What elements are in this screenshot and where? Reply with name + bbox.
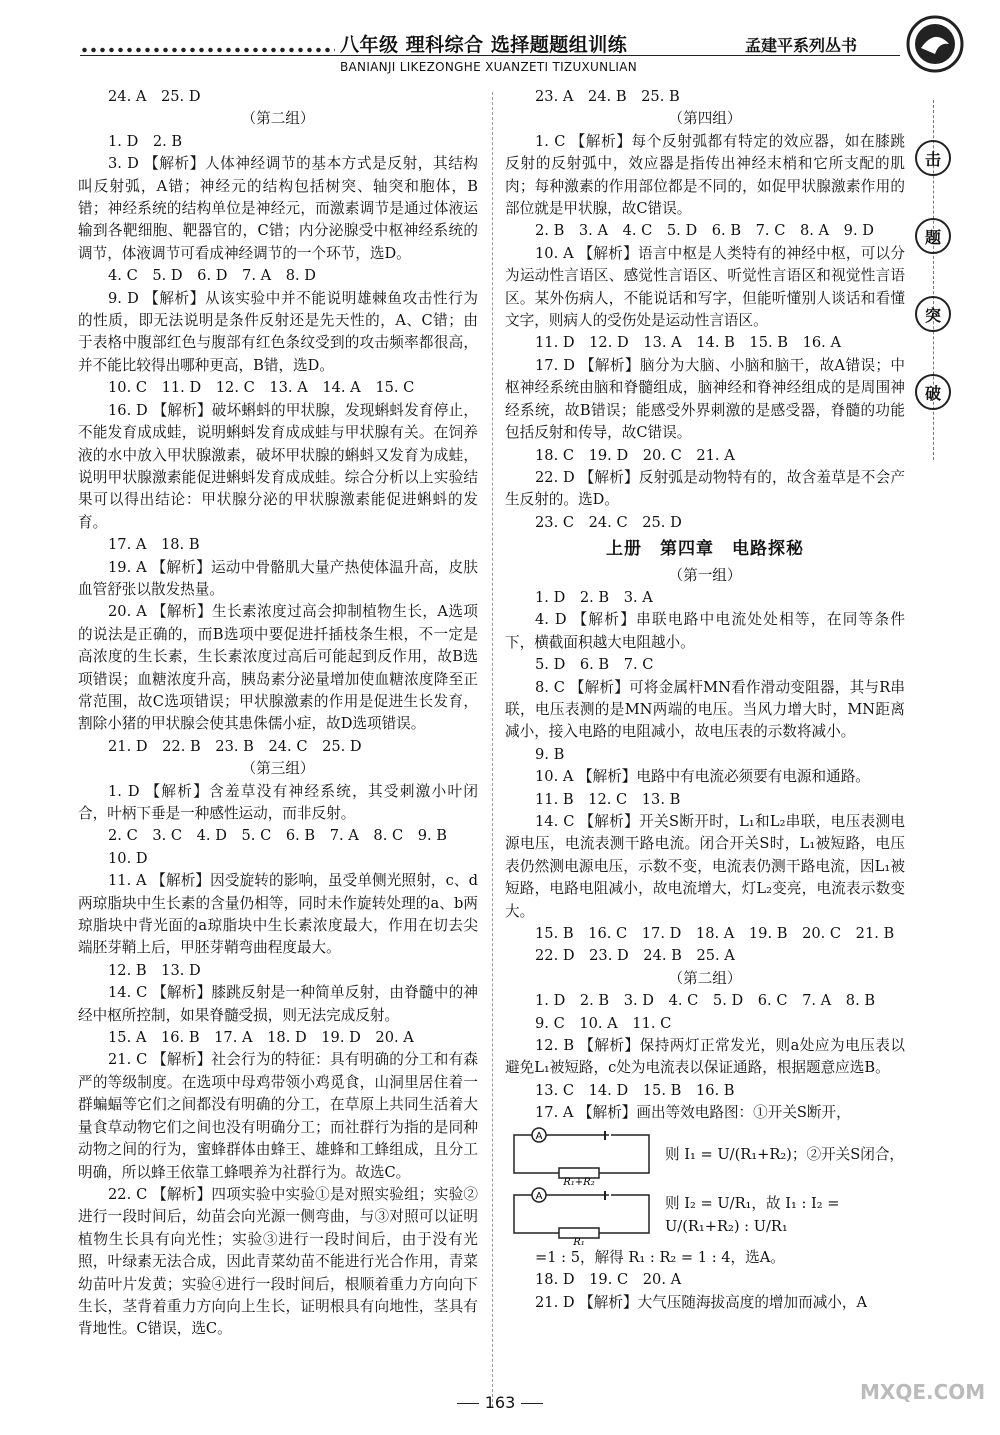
footer-dash-right bbox=[521, 1403, 543, 1404]
book-title-pinyin: BANIANJI LIKEZONGHE XUANZETI TIZUXUNLIAN bbox=[340, 60, 638, 74]
answer-paragraph: 11. D 12. D 13. A 14. B 15. B 16. A bbox=[535, 334, 841, 352]
answer-paragraph: 14. C 【解析】开关S断开时，L₁和L₂串联，电压表测电源电压，电流表测干路电流。闭合开关S时，L₁被短路，电压表仍然测电源电压，示数不变，电流表仍测干路电流，因L₁被短路，电路电阻减小，故电流增大，灯L₂变亮，电流表示数变大。 bbox=[505, 813, 905, 920]
answer-paragraph: 18. D 19. C 20. A bbox=[535, 1271, 682, 1289]
group-heading: （第三组） bbox=[241, 760, 315, 778]
answer-paragraph: 11. A 【解析】因受旋转的影响，虽受单侧光照射，c、d两琼脂块中生长素的含量仍相等，同时未作旋转处理的a、b两琼脂块中背光面的a琼脂块中生长素浓度最大，作用在切去尖端胚芽鞘上后，甲胚芽鞘弯曲程度最大。 bbox=[78, 872, 478, 957]
answer-paragraph: 13. C 14. D 15. B 16. B bbox=[535, 1081, 735, 1099]
page-footer bbox=[0, 1393, 1000, 1412]
answer-paragraph: 8. C 【解析】可将金属杆MN看作滑动变阻器，其与R串联，电压表测的是MN两端的电压。当风力增大时，MN距离减小，接入电路的电阻减小，故电压表的示数将减小。 bbox=[505, 678, 905, 741]
answer-paragraph: 24. A 25. D bbox=[108, 88, 201, 105]
page-number: 163 bbox=[484, 1393, 516, 1412]
circuit-1-text: 则 I₁ = U/(R₁+R₂)；②开关S闭合， bbox=[665, 1146, 905, 1164]
group-heading: （第四组） bbox=[668, 110, 742, 128]
group-heading: （第一组） bbox=[668, 566, 742, 584]
answer-paragraph: 22. D 23. D 24. B 25. A bbox=[535, 947, 735, 965]
right-column-top bbox=[505, 86, 905, 1125]
watermark: MXQE.COM bbox=[860, 1380, 986, 1404]
circuit-2-resistor-label: R₁ bbox=[573, 1236, 585, 1245]
answer-paragraph: 22. D 【解析】反射弧是动物特有的，故含羞草是不会产生反射的。选D。 bbox=[505, 468, 905, 509]
column-divider bbox=[492, 92, 493, 1407]
group-heading: （第二组） bbox=[668, 969, 742, 987]
group-heading: （第二组） bbox=[241, 110, 315, 128]
answer-paragraph: 4. C 5. D 6. D 7. A 8. D bbox=[108, 267, 316, 285]
side-tab-column bbox=[915, 140, 953, 452]
answer-paragraph: 19. A 【解析】运动中骨骼肌大量产热使体温升高，皮肤血管舒张以散发热量。 bbox=[78, 558, 478, 598]
answer-paragraph: 1. D 2. B 3. D 4. C 5. D 6. C 7. A 8. B bbox=[535, 992, 876, 1010]
page-header bbox=[0, 0, 1000, 90]
answer-paragraph: 16. D 【解析】破坏蝌蚪的甲状腺，发现蝌蚪发育停止，不能发育成成蛙，说明蝌蚪发育成成蛙与甲状腺有关。在饲养液的水中放入甲状腺激素，破坏甲状腺的蝌蚪又发育为成蛙，说明甲状腺激素能促进蝌蚪发育成成蛙。综合分析以上实验结果可以得出结论：甲状腺分泌的甲状腺激素能促进蝌蚪的发育。 bbox=[78, 401, 478, 531]
answer-paragraph: 23. C 24. C 25. D bbox=[535, 513, 682, 531]
circuit-2-icon bbox=[509, 1187, 659, 1245]
answer-paragraph: 18. C 19. D 20. C 21. A bbox=[535, 446, 735, 464]
right-column-bottom bbox=[505, 1247, 905, 1314]
circuit-1-resistor-label: R₁+R₂ bbox=[563, 1176, 595, 1185]
series-name: 孟建平系列丛书 bbox=[745, 36, 858, 55]
answer-paragraph: 15. B 16. C 17. D 18. A 19. B 20. C 21. B bbox=[535, 925, 895, 943]
right-column bbox=[505, 86, 905, 1314]
answer-paragraph: 10. A 【解析】电路中有电流必须要有电源和通路。 bbox=[535, 768, 870, 786]
header-rule bbox=[80, 55, 900, 56]
footer-dash-left bbox=[457, 1403, 479, 1404]
answer-paragraph: 14. C 【解析】膝跳反射是一种简单反射，由脊髓中的神经中枢所控制，如果脊髓受损，则无法完成反射。 bbox=[78, 984, 478, 1024]
answer-paragraph: 9. B bbox=[535, 745, 565, 763]
answer-paragraph: 1. D 【解析】含羞草没有神经系统，其受刺激小叶闭合，叶柄下垂是一种感性运动，而非反射。 bbox=[78, 782, 478, 822]
answer-paragraph: 17. D 【解析】脑分为大脑、小脑和脑干，故A错误；中枢神经系统由脑和脊髓组成，脑神经和脊神经组成的是周围神经系统，故B错误；能感受外界刺激的是感受器，脊髓的功能包括反射和传导，故C错误。 bbox=[505, 356, 905, 442]
answer-paragraph: 1. C 【解析】每个反射弧都有特定的效应器，如在膝跳反射的反射弧中，效应器是指传出神经末梢和它所支配的肌肉；每种激素的作用部位都是不同的，如促甲状腺激素作用的部位就是甲状腺，故C错误。 bbox=[505, 132, 905, 218]
left-column bbox=[78, 86, 478, 1341]
answer-paragraph: 3. D 【解析】人体神经调节的基本方式是反射，其结构叫反射弧，A错；神经元的结构包括树突、轴突和胞体，B错；神经系统的结构单位是神经元，而激素调节是通过体液运输到各靶细胞、靶器官的，C错；内分泌腺受中枢神经系统的调节，体液调节可看成神经调节的一个环节，选D。 bbox=[78, 155, 478, 262]
circuit-2-meter: A bbox=[535, 1190, 543, 1202]
answer-paragraph: 9. D 【解析】从该实验中并不能说明雄棘鱼攻击性行为的性质，即无法说明是条件反射还是先天性的，A、C错；由于表格中腹部红色与腹部有红色条纹受到的攻击频率都很高，并不能比较得出哪种更高，B错，选D。 bbox=[78, 289, 478, 374]
publisher-logo-icon bbox=[905, 14, 965, 74]
answer-paragraph: 21. D 22. B 23. B 24. C 25. D bbox=[108, 737, 362, 755]
answer-paragraph: 10. A 【解析】语言中枢是人类特有的神经中枢，可以分为运动性言语区、感觉性言语区、听觉性言语区和视觉性言语区。某外伤病人，不能说话和写字，但能听懂别人谈话和看懂文字，则病人的受伤处是运动性言语区。 bbox=[505, 244, 905, 330]
answer-paragraph: 9. C 10. A 11. C bbox=[535, 1014, 672, 1032]
circuit-diagram-1 bbox=[509, 1127, 905, 1185]
answer-paragraph: 17. A 【解析】画出等效电路图：①开关S断开， bbox=[535, 1104, 851, 1122]
circuit-2-text: 则 I₂ = U/R₁，故 I₁ : I₂ = U/(R₁+R₂) : U/R₁ bbox=[665, 1195, 840, 1235]
answer-paragraph: 22. C 【解析】四项实验中实验①是对照实验组；实验②进行一段时间后，幼苗会向光源一侧弯曲，与③对照可以证明植物生长具有向光性；实验③进行一段时间后，由于没有光照，叶绿素无法合成，因此青菜幼苗不能进行光合作用，青菜幼苗叶片发黄；实验④进行一段时间后，根顺着重力方向向下生长，茎背着重力方向向上生长，证明根具有向地性，茎具有背地性。C错误，选C。 bbox=[78, 1185, 478, 1338]
side-tab-char: 题 bbox=[915, 218, 951, 254]
answer-paragraph: 20. A 【解析】生长素浓度过高会抑制植物生长，A选项的说法是正确的，而B选项中要促进扦插枝条生根，不一定是高浓度的生长素，生长素浓度过高后可能起到反作用，故B选项错误；血糖浓度升高，胰岛素分泌量增加使血糖浓度降至正常范围，故C选项错误；甲状腺激素的作用是促进生长发育，割除小猪的甲状腺会使其患侏儒小症，故D选项错误。 bbox=[78, 603, 478, 733]
answer-paragraph: 10. C 11. D 12. C 13. A 14. A 15. C bbox=[108, 379, 415, 397]
circuit-1-meter: A bbox=[535, 1130, 543, 1142]
answer-paragraph: 21. D 【解析】大气压随海拔高度的增加而减小，A bbox=[535, 1293, 868, 1311]
answer-paragraph: 1. D 2. B bbox=[108, 132, 183, 150]
answer-paragraph: 5. D 6. B 7. C bbox=[535, 656, 654, 674]
answer-paragraph: 23. A 24. B 25. B bbox=[535, 88, 680, 105]
answer-paragraph: 2. C 3. C 4. D 5. C 6. B 7. A 8. C 9. B bbox=[108, 827, 448, 845]
answer-paragraph: 11. B 12. C 13. B bbox=[535, 790, 681, 808]
side-tab-char: 击 bbox=[915, 140, 951, 176]
answer-paragraph: 21. C 【解析】社会行为的特征：具有明确的分工和有森严的等级制度。在选项中母鸡带领小鸡觅食，山洞里居住着一群蝙蝠等它们之间都没有明确的分工，在草原上共同生活着大量食草动物它们之间也没有明确分工；而社群行为指的是同种动物之间的行为，蜜蜂群体由蜂王、雄蜂和工蜂组成，且分工明确，所以蜂王依靠工蜂喂养为社群行为。故选C。 bbox=[78, 1051, 478, 1181]
answer-paragraph: 12. B 13. D bbox=[108, 961, 201, 979]
answer-paragraph: 2. B 3. A 4. C 5. D 6. B 7. C 8. A 9. D bbox=[535, 222, 874, 240]
side-tab-char: 突 bbox=[915, 296, 951, 332]
circuit-diagram-2 bbox=[509, 1187, 905, 1245]
header-dots bbox=[80, 47, 335, 53]
answer-paragraph: 4. D 【解析】串联电路中电流处处相等，在同等条件下，横截面积越大电阻越小。 bbox=[505, 611, 905, 651]
answer-paragraph: 12. B 【解析】保持两灯正常发光，则a处应为电压表以避免L₁被短路，c处为电流表以保证通路，根据题意应选B。 bbox=[505, 1037, 905, 1077]
book-title: 八年级 理科综合 选择题题组训练 bbox=[340, 34, 628, 56]
answer-paragraph: 1. D 2. B 3. A bbox=[535, 588, 653, 606]
chapter-heading: 上册 第四章 电路探秘 bbox=[606, 539, 804, 560]
side-tab-char: 破 bbox=[915, 374, 951, 410]
circuit-1-icon bbox=[509, 1127, 659, 1185]
answer-paragraph: 17. A 18. B bbox=[108, 536, 200, 554]
answer-paragraph: 10. D bbox=[108, 849, 148, 867]
answer-paragraph: =1 : 5，解得 R₁ : R₂ = 1 : 4，选A。 bbox=[535, 1248, 785, 1266]
answer-paragraph: 15. A 16. B 17. A 18. D 19. D 20. A bbox=[108, 1029, 414, 1047]
